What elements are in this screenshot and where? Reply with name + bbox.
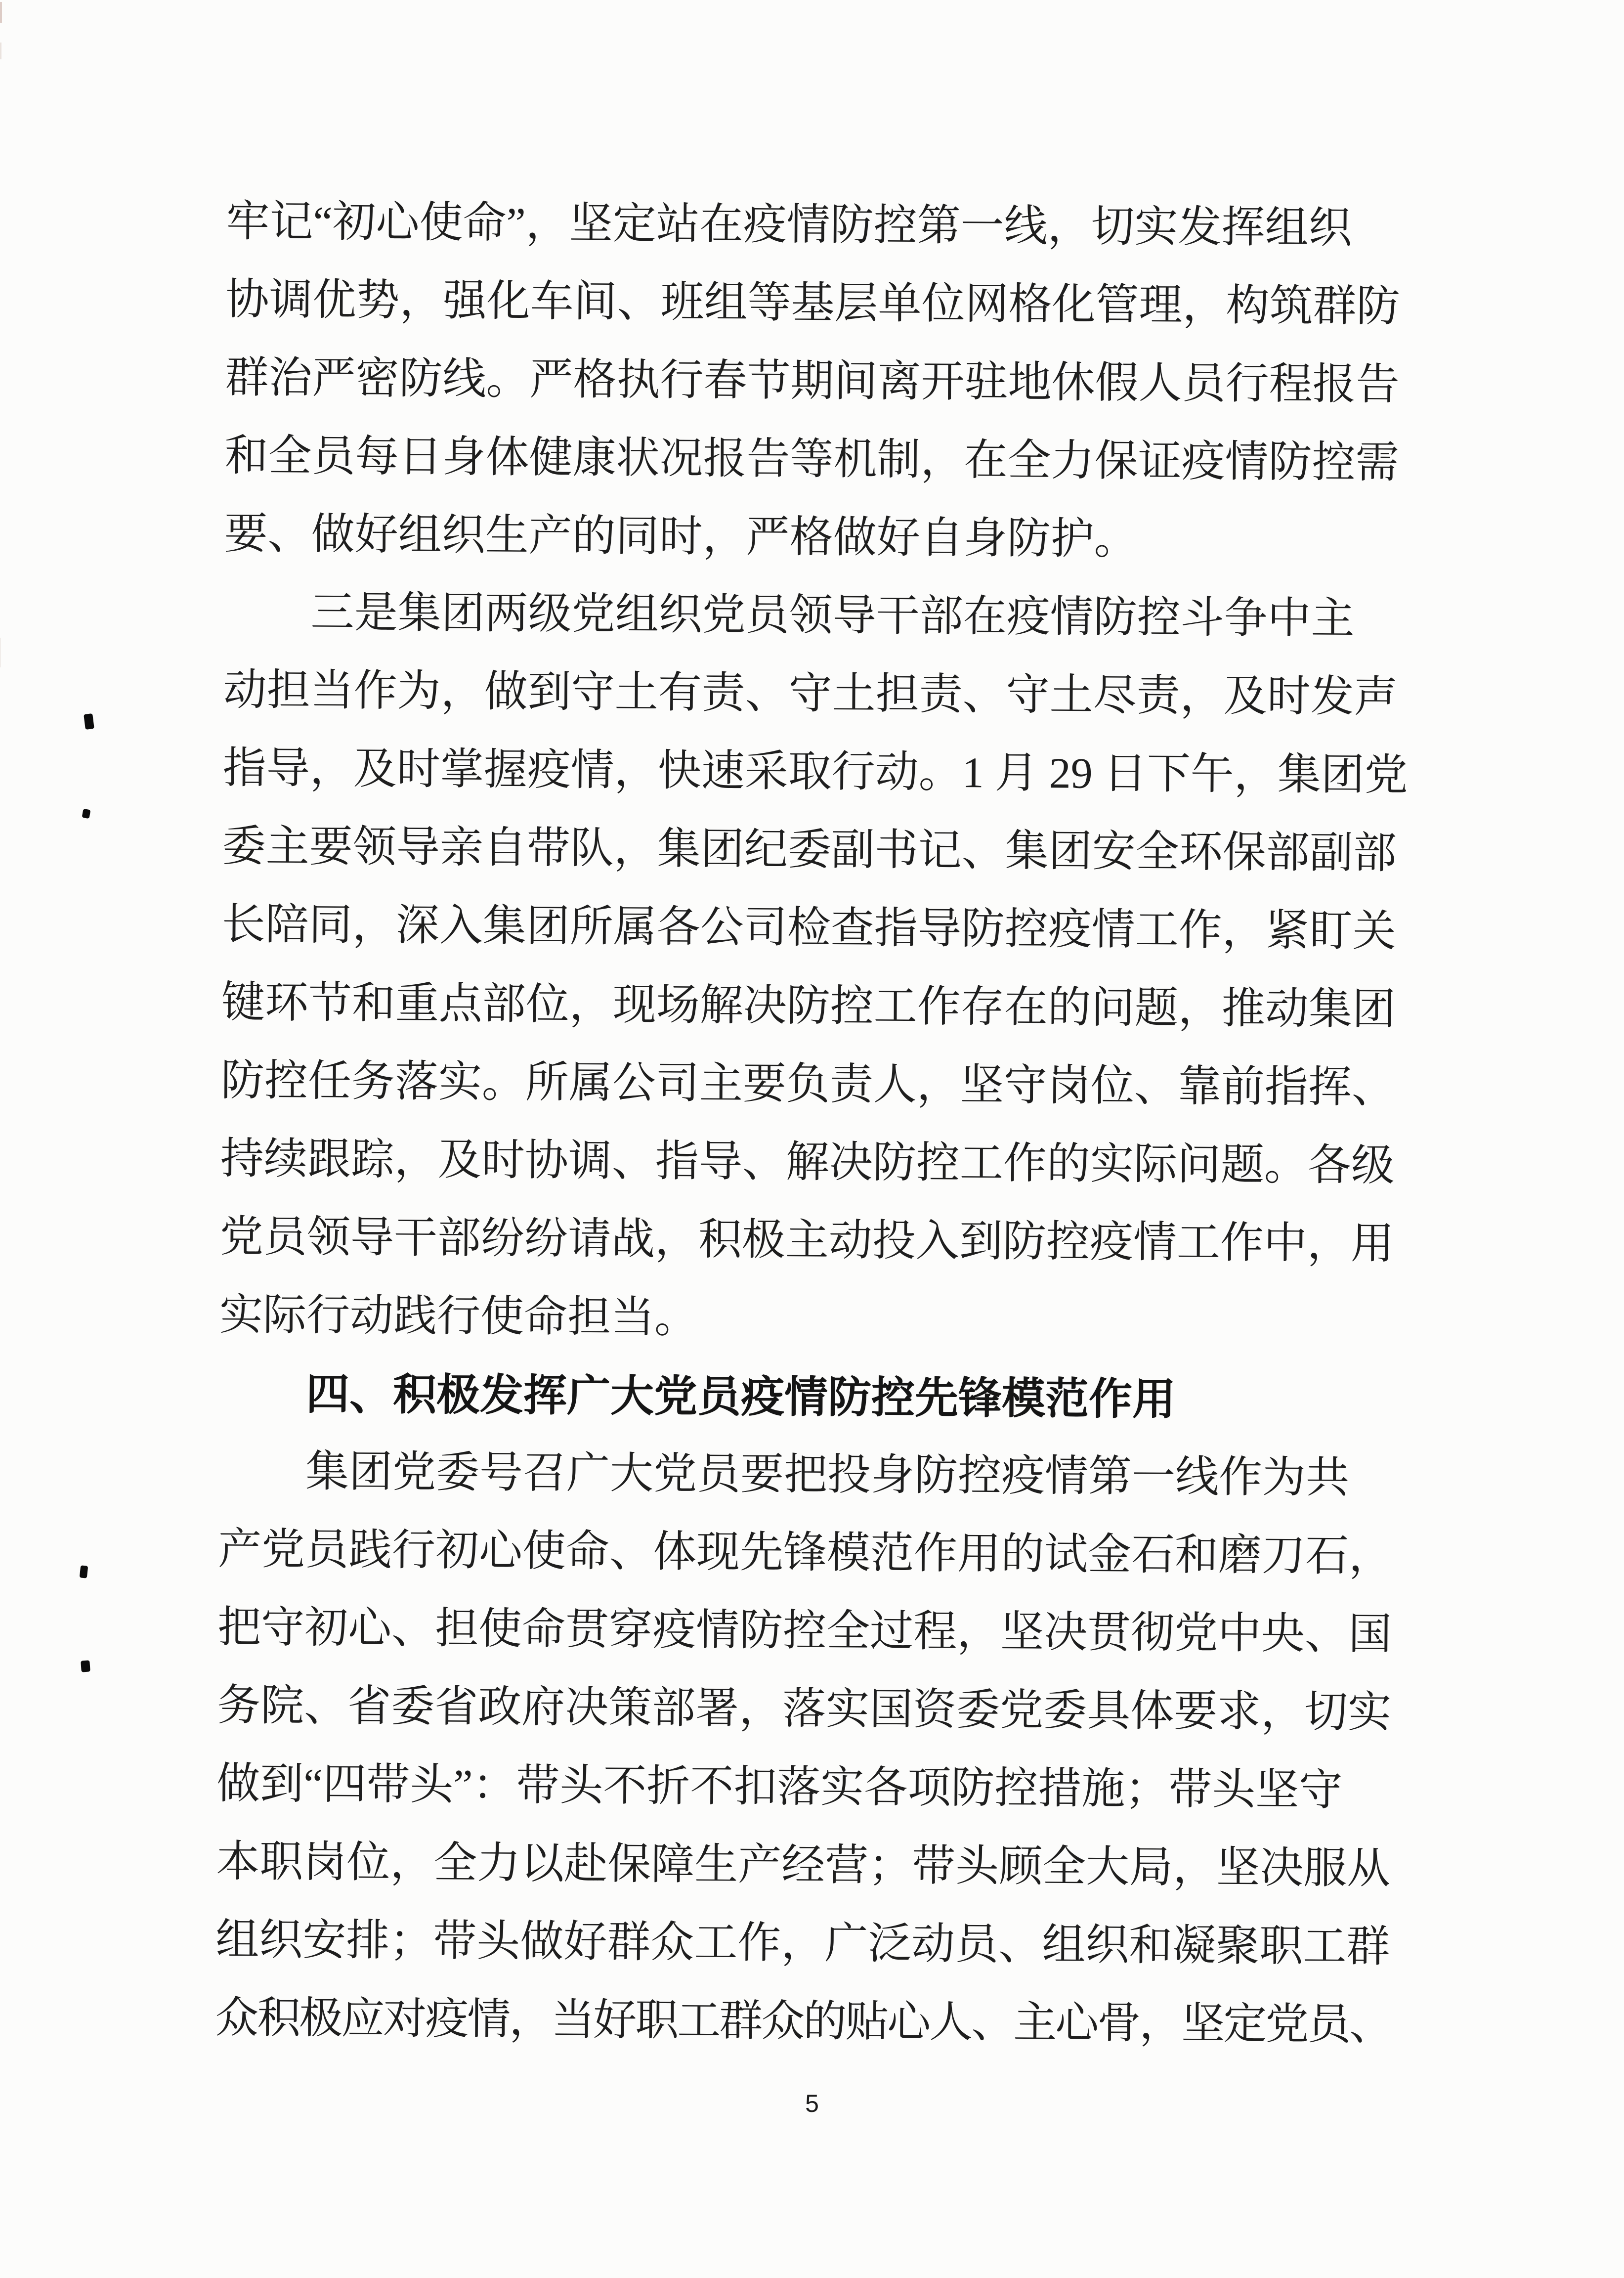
text-line: 组织安排；带头做好群众工作，广泛动员、组织和凝聚职工群 (215, 1916, 1390, 1971)
scan-edge-artifact (0, 43, 1, 59)
document-text-block (215, 183, 1409, 2065)
text-line: 长陪同，深入集团所属各公司检查指导防控疫情工作，紧盯关 (221, 900, 1397, 956)
text-line: 本职岗位，全力以赴保障生产经营；带头顾全大局，坚决服从 (215, 1838, 1391, 1893)
text-line: 集团党委号召广大党员要把投身防控疫情第一线作为共 (305, 1448, 1350, 1502)
text-line: 要、做好组织生产的同时，严格做好自身防护。 (224, 510, 1138, 564)
page-number: 5 (805, 2090, 819, 2117)
text-line: 务院、省委省政府决策部署，落实国资委党委具体要求，切实 (216, 1681, 1392, 1737)
text-line: 产党员践行初心使命、体现先锋模范作用的试金石和磨刀石， (217, 1525, 1393, 1581)
scan-edge-artifact (0, 638, 1, 667)
text-line: 委主要领导亲自带队，集团纪委副书记、集团安全环保部副部 (222, 822, 1397, 878)
text-line: 协调优势，强化车间、班组等基层单位网格化管理，构筑群防 (225, 275, 1400, 331)
text-line: 指导，及时掌握疫情，快速采取行动。1 月 29 日下午，集团党 (222, 744, 1409, 800)
text-line: 群治严密防线。严格执行春节期间离开驻地休假人员行程报告 (225, 353, 1400, 409)
text-line: 实际行动践行使命担当。 (219, 1291, 698, 1342)
text-line: 党员领导干部纷纷请战，积极主动投入到防控疫情工作中，用 (219, 1213, 1395, 1269)
text-line: 防控任务落实。所属公司主要负责人，坚守岗位、靠前指挥、 (220, 1056, 1396, 1112)
text-line: 键环节和重点部位，现场解决防控工作存在的问题，推动集团 (221, 978, 1396, 1034)
text-line: 和全员每日身体健康状况报告等机制，在全力保证疫情防控需 (224, 432, 1399, 487)
section-heading: 四、积极发挥广大党员疫情防控先锋模范作用 (305, 1369, 1176, 1424)
text-line: 把守初心、担使命贯穿疫情防控全过程，坚决贯彻党中央、国 (217, 1603, 1392, 1659)
scan-artifact-mark (84, 713, 94, 730)
text-line: 做到“四带头”：带头不折不扣落实各项防控措施；带头坚守 (216, 1759, 1343, 1815)
text-line: 三是集团两级党组织党员领导干部在疫情防控斗争中主 (310, 589, 1355, 643)
scan-artifact-mark (80, 1565, 88, 1578)
scan-artifact-mark (81, 1660, 90, 1672)
scan-edge-artifact (0, 2, 2, 23)
text-line: 众积极应对疫情，当好职工群众的贴心人、主心骨，坚定党员、 (215, 1994, 1392, 2050)
scan-artifact-mark (82, 809, 91, 819)
text-line: 持续跟踪，及时协调、指导、解决防控工作的实际问题。各级 (220, 1135, 1395, 1190)
text-line: 动担当作为，做到守土有责、守土担责、守土尽责，及时发声 (223, 666, 1398, 722)
text-line: 牢记“初心使命”，坚定站在疫情防控第一线，切实发挥组织 (226, 197, 1352, 253)
